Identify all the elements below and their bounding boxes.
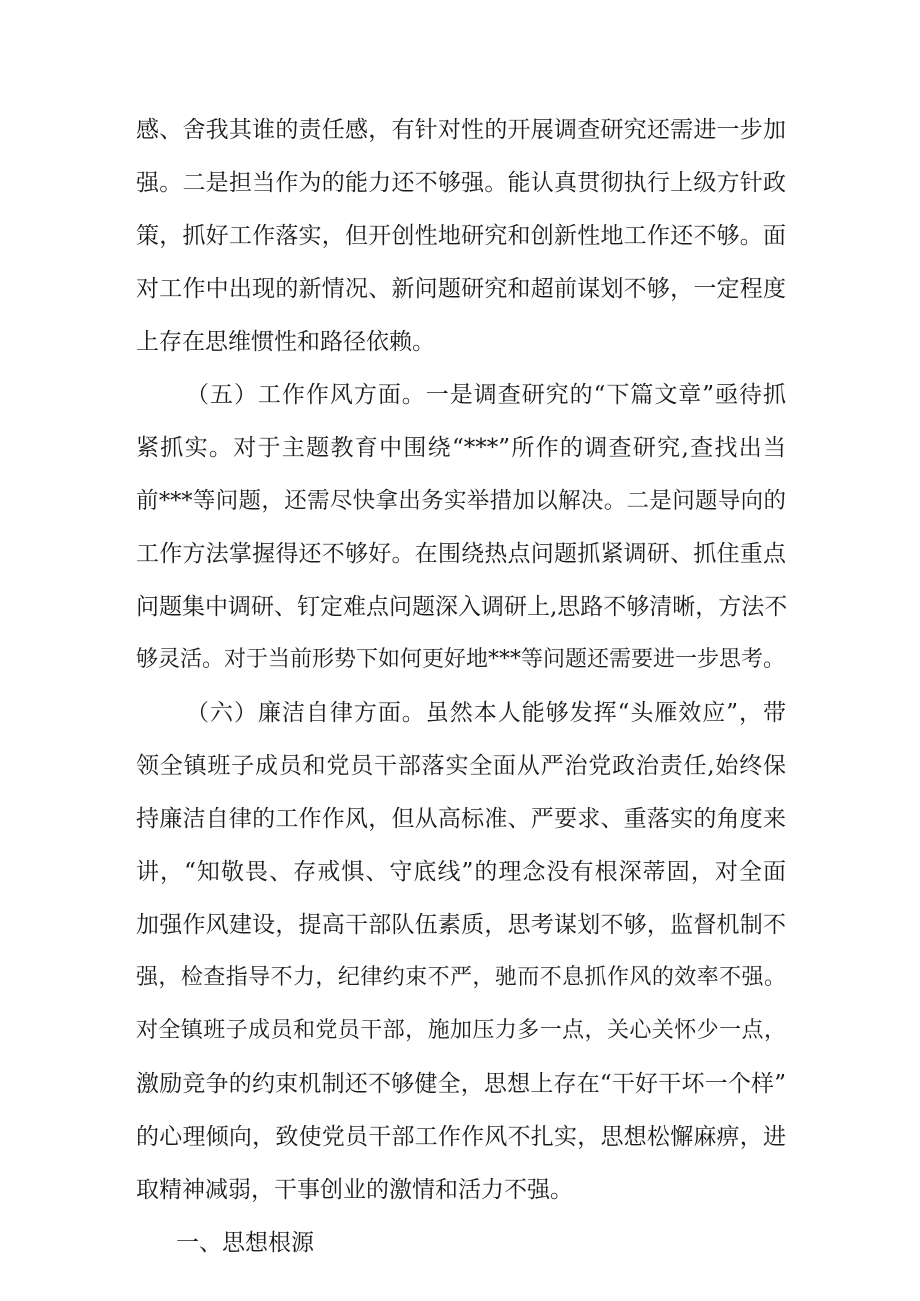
text-line: 讲，“知敬畏、存戒惧、守底线”的理念没有根深蒂固，对全面: [136, 859, 786, 885]
text-line: 前***等问题，还需尽快拿出务实举措加以解决。二是问题导向的: [136, 488, 786, 514]
text-line: 紧抓实。对于主题教育中围绕“***”所作的调查研究,查找出当: [136, 435, 786, 461]
text-line: 领全镇班子成员和党员干部落实全面从严治党政治责任,始终保: [136, 753, 786, 779]
text-line: 策，抓好工作落实，但开创性地研究和创新性地工作还不够。面: [136, 223, 786, 249]
text-line: 上存在思维惯性和路径依赖。: [136, 329, 435, 355]
text-line: 强，检查指导不力，纪律约束不严，驰而不息抓作风的效率不强。: [136, 965, 786, 990]
paragraph-six-first-line: （六）廉洁自律方面。虽然本人能够发挥“头雁效应”，带: [186, 700, 786, 726]
text-line: 强。二是担当作为的能力还不够强。能认真贯彻执行上级方针政: [136, 170, 786, 196]
text-line: 问题集中调研、钉定难点问题深入调研上,思路不够清晰，方法不: [136, 594, 788, 620]
text-line: 感、舍我其谁的责任感，有针对性的开展调查研究还需进一步加: [136, 117, 786, 143]
paragraph-five-first-line: （五）工作作风方面。一是调查研究的“下篇文章”亟待抓: [186, 382, 786, 408]
text-line: 的心理倾向，致使党员干部工作作风不扎实，思想松懈麻痹，进: [136, 1124, 786, 1150]
section-heading: 一、思想根源: [176, 1230, 314, 1256]
text-line: 对全镇班子成员和党员干部，施加压力多一点，关心关怀少一点，: [136, 1018, 786, 1043]
text-line: 激励竞争的约束机制还不够健全，思想上存在“干好干坏一个样”: [136, 1071, 786, 1097]
text-line: 工作方法掌握得还不够好。在围绕热点问题抓紧调研、抓住重点: [136, 541, 786, 567]
text-line: 加强作风建设，提高干部队伍素质，思考谋划不够，监督机制不: [136, 912, 786, 938]
text-line: 持廉洁自律的工作作风，但从高标准、严要求、重落实的角度来: [136, 806, 786, 832]
text-line: 对工作中出现的新情况、新问题研究和超前谋划不够，一定程度: [136, 276, 786, 302]
text-line: 够灵活。对于当前形势下如何更好地***等问题还需要进一步思考。: [136, 647, 786, 672]
text-line: 取精神减弱，干事创业的激情和活力不强。: [136, 1177, 573, 1203]
